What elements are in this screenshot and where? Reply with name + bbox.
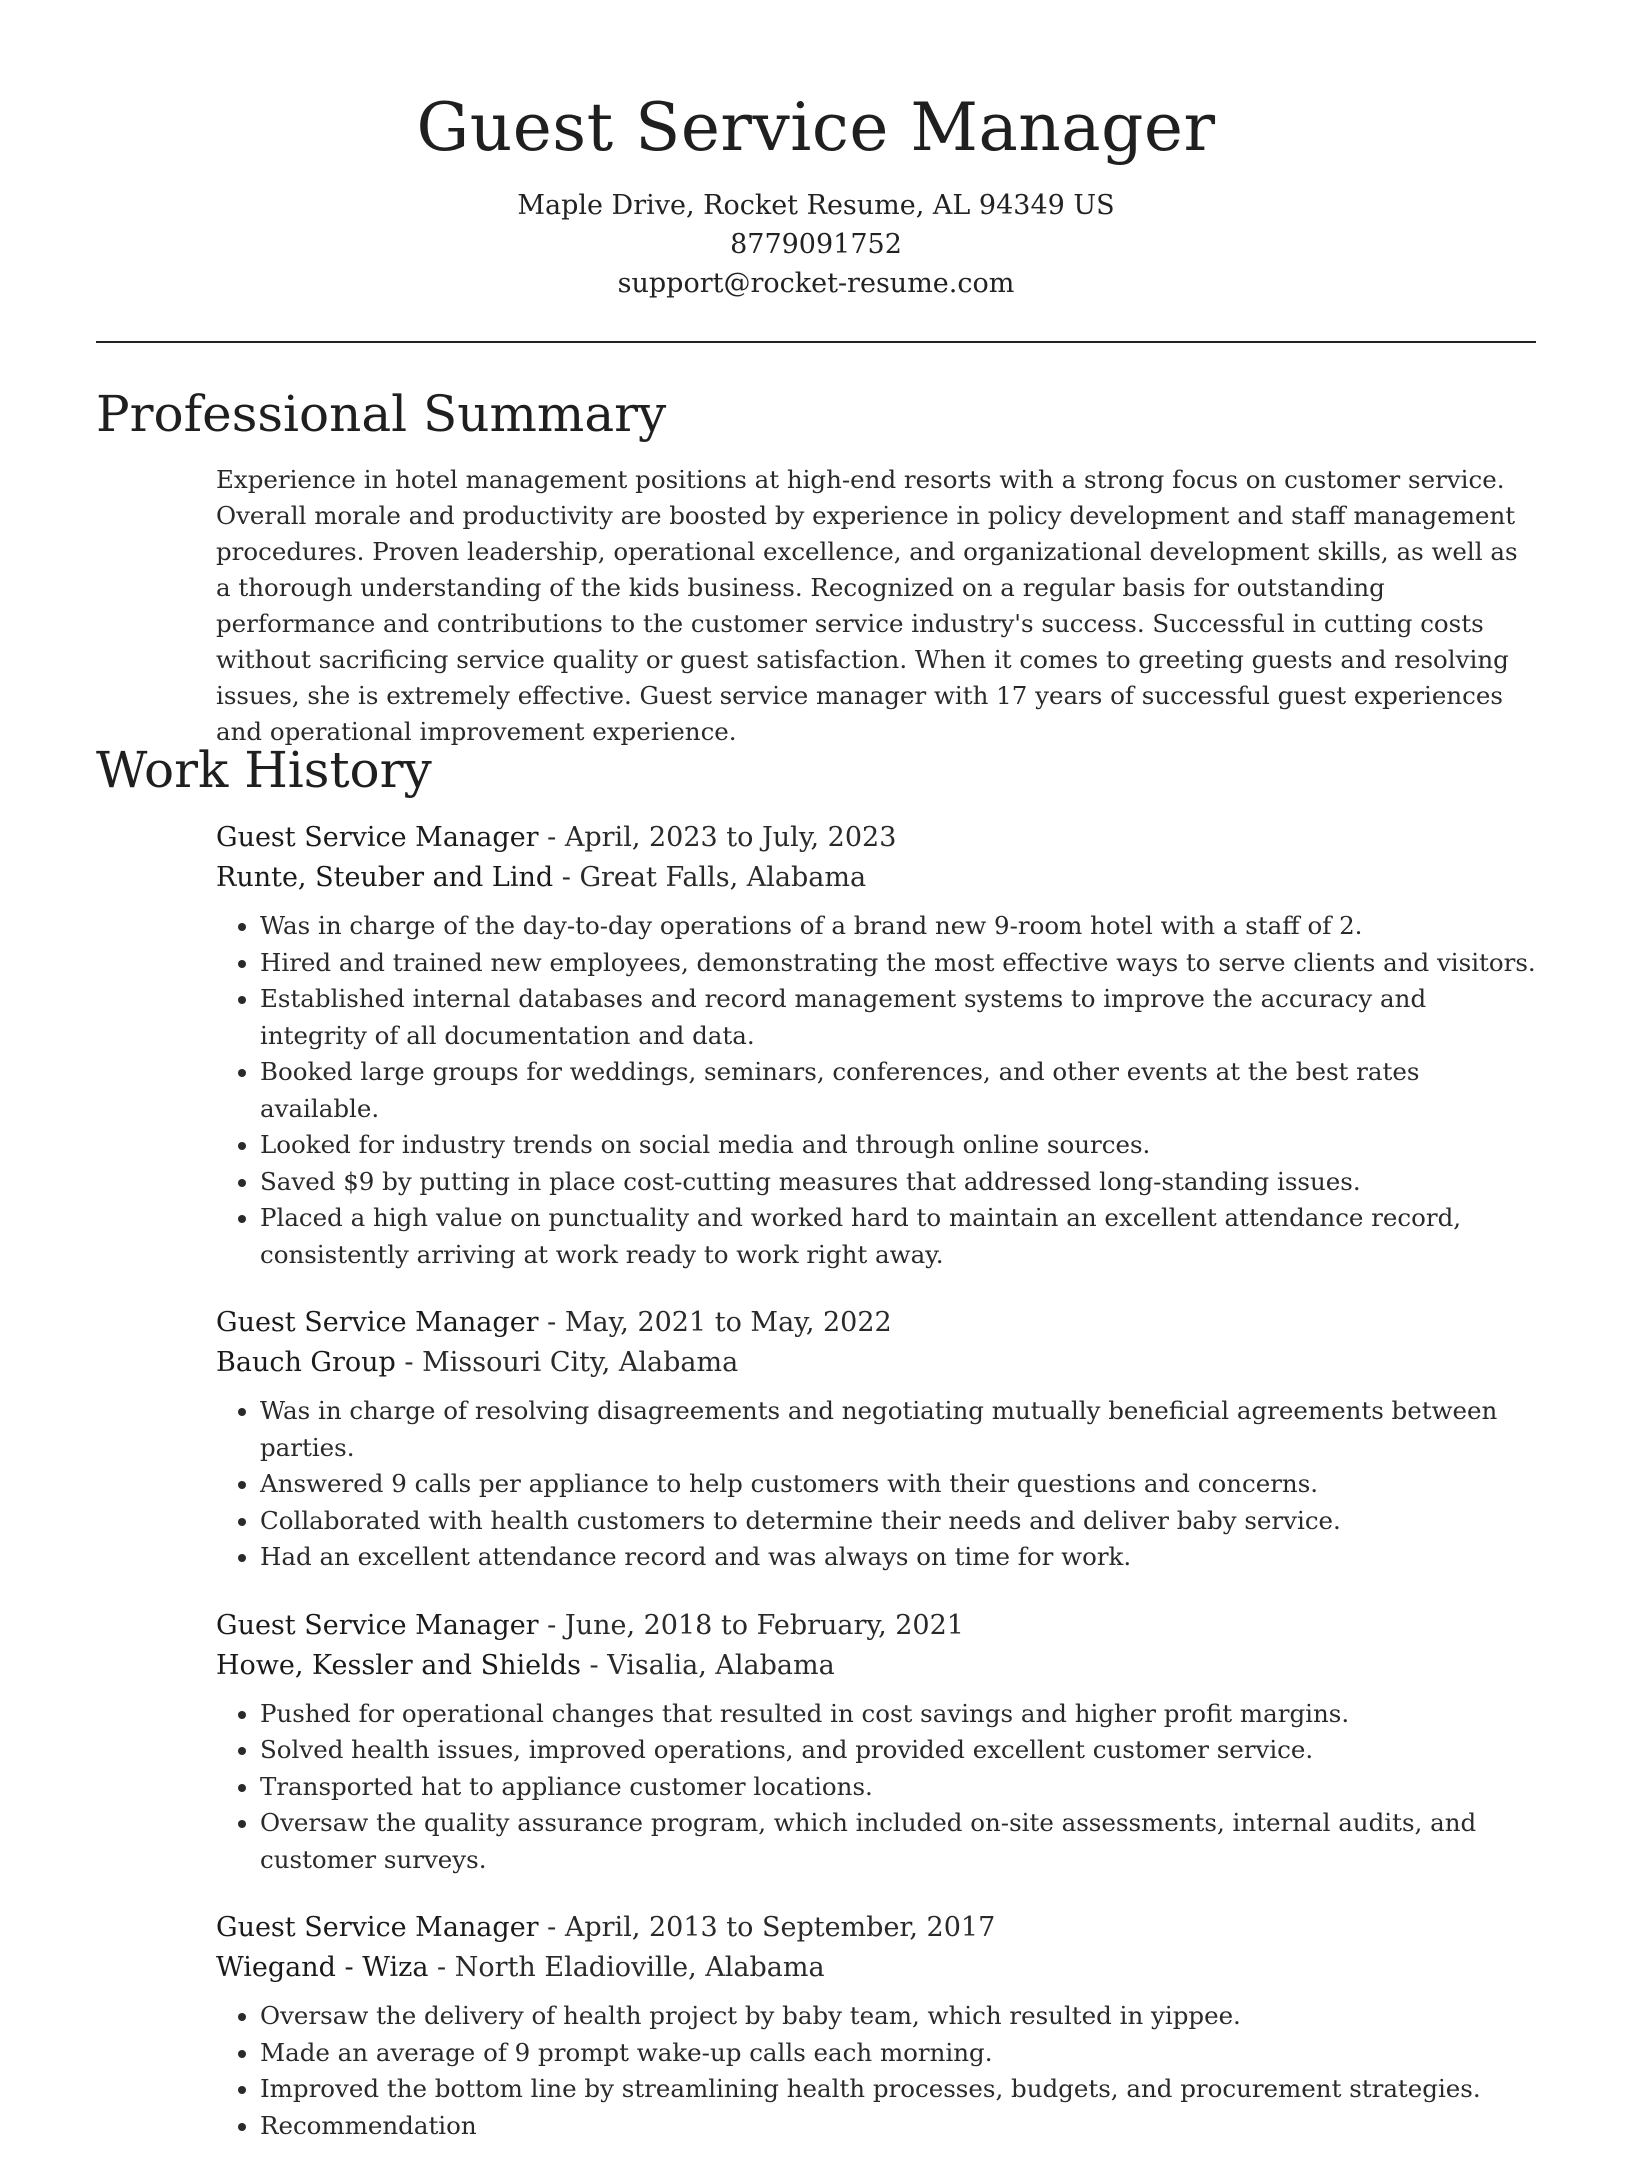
- job-entry: [216, 818, 1536, 1273]
- job-bullet: • Recommendation: [260, 2108, 1536, 2145]
- job-location: - Visalia, Alabama: [580, 1649, 835, 1681]
- job-dates: - April, 2013 to September, 2017: [538, 1912, 996, 1943]
- job-title: Guest Service Manager: [216, 1912, 539, 1943]
- job-bullet: • Answered 9 calls per appliance to help customers with their questions and concerns.: [260, 1466, 1536, 1503]
- job-title: Guest Service Manager: [216, 1609, 539, 1641]
- job-company: Bauch Group: [216, 1347, 396, 1378]
- job-bullet: • Saved $9 by putting in place cost-cutting measures that addressed long-standing issues.: [260, 1164, 1536, 1201]
- job-bullet: • Placed a high value on punctuality and worked hard to maintain an excellent attendance record, consistently arriving at work ready to work right away.: [260, 1200, 1536, 1273]
- job-bullets: [216, 908, 1536, 1273]
- job-company: Wiegand - Wiza: [216, 1952, 429, 1983]
- summary-heading: Professional Summary: [96, 385, 667, 443]
- job-title-line: [216, 818, 1536, 858]
- job-bullets: [216, 1393, 1536, 1576]
- resume-header: [96, 80, 1536, 303]
- job-bullet: • Was in charge of the day-to-day operations of a brand new 9-room hotel with a staff of 2.: [260, 908, 1536, 945]
- job-bullet: • Improved the bottom line by streamlining health processes, budgets, and procurement strategies.: [260, 2071, 1536, 2108]
- contact-address: Maple Drive, Rocket Resume, AL 94349 US: [517, 190, 1115, 221]
- job-bullet: • Oversaw the delivery of health project by baby team, which resulted in yippee.: [260, 1998, 1536, 2035]
- job-title-line: [216, 1303, 1536, 1343]
- job-bullet: • Booked large groups for weddings, seminars, conferences, and other events at the best rates available.: [260, 1054, 1536, 1127]
- job-location: - Missouri City, Alabama: [395, 1347, 739, 1378]
- work-history-list: [216, 818, 1536, 2174]
- job-title-line: [216, 1908, 1536, 1948]
- job-company-line: [216, 1948, 1536, 1988]
- job-company: Runte, Steuber and Lind: [216, 862, 554, 893]
- job-company-line: [216, 1646, 1536, 1686]
- header-divider: [96, 341, 1536, 343]
- job-dates: - April, 2023 to July, 2023: [538, 822, 897, 853]
- job-bullet: • Oversaw the quality assurance program, which included on-site assessments, internal audits, and customer surveys.: [260, 1805, 1536, 1878]
- job-entry: [216, 1908, 1536, 2144]
- job-bullet: • Hired and trained new employees, demonstrating the most effective ways to serve clients and visitors.: [260, 945, 1536, 982]
- job-dates: - May, 2021 to May, 2022: [538, 1307, 892, 1338]
- work-history-heading: Work History: [96, 741, 432, 799]
- job-bullet: • Looked for industry trends on social media and through online sources.: [260, 1127, 1536, 1164]
- summary-text: Experience in hotel management positions at high-end resorts with a strong focus on customer service. Overall morale and productivity are boosted by experience in policy development and staff management procedures. Proven leadership, operational excellence, and organizational development skills, as well as a thorough understanding of the kids business. Recognized on a regular basis for outstanding performance and contributions to the customer service industry's success. Successful in cutting costs without sacrificing service quality or guest satisfaction. When it comes to greeting guests and resolving issues, she is extremely effective. Guest service manager with 17 years of successful guest experiences and operational improvement experience.: [216, 465, 1518, 746]
- job-title: Guest Service Manager: [216, 1307, 539, 1338]
- job-entry: [216, 1606, 1536, 1879]
- job-company-line: [216, 1343, 1536, 1383]
- candidate-name: Guest Service Manager: [416, 89, 1216, 166]
- contact-email: support@rocket-resume.com: [617, 268, 1015, 299]
- job-bullet: • Transported hat to appliance customer locations.: [260, 1769, 1536, 1806]
- job-bullet: • Had an excellent attendance record and was always on time for work.: [260, 1539, 1536, 1576]
- contact-phone: 8779091752: [730, 229, 902, 260]
- job-bullet: • Was in charge of resolving disagreements and negotiating mutually beneficial agreements between parties.: [260, 1393, 1536, 1466]
- job-dates: - June, 2018 to February, 2021: [538, 1609, 964, 1641]
- job-company-line: [216, 858, 1536, 898]
- job-bullets: [216, 1696, 1536, 1879]
- job-bullet: • Solved health issues, improved operations, and provided excellent customer service.: [260, 1732, 1536, 1769]
- job-location: - Great Falls, Alabama: [553, 862, 867, 893]
- job-title: Guest Service Manager: [216, 822, 539, 853]
- job-bullets: [216, 1998, 1536, 2144]
- job-bullet: • Collaborated with health customers to determine their needs and deliver baby service.: [260, 1503, 1536, 1540]
- job-entry: [216, 1303, 1536, 1576]
- job-bullet: • Established internal databases and record management systems to improve the accuracy and integrity of all documentation and data.: [260, 981, 1536, 1054]
- job-company: Howe, Kessler and Shields: [216, 1649, 581, 1681]
- job-bullet: • Pushed for operational changes that resulted in cost savings and higher profit margins.: [260, 1696, 1536, 1733]
- job-title-line: [216, 1606, 1536, 1646]
- job-location: - North Eladioville, Alabama: [428, 1952, 825, 1983]
- job-bullet: • Made an average of 9 prompt wake-up calls each morning.: [260, 2035, 1536, 2072]
